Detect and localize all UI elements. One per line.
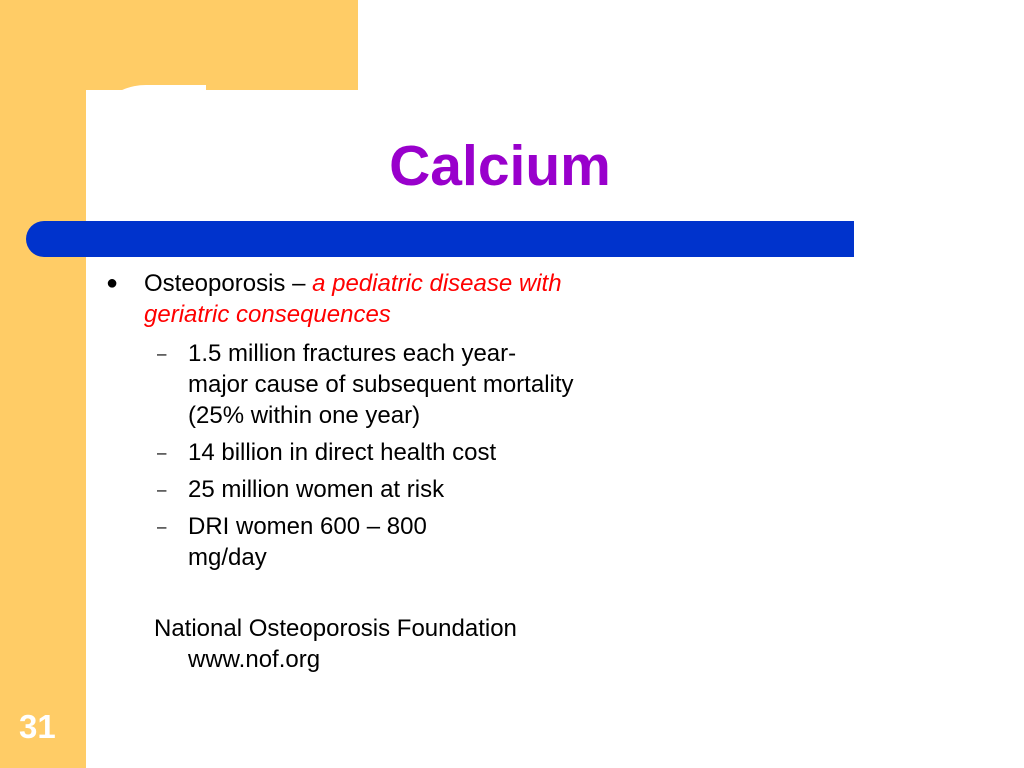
dash-icon: – bbox=[157, 517, 167, 536]
background-left-band bbox=[0, 0, 86, 768]
bullet-emphasis-text: a pediatric disease with geriatric consequences bbox=[144, 270, 562, 328]
sub-bullet-text: DRI women 600 – 800 mg/day bbox=[188, 513, 427, 571]
dash-icon: – bbox=[157, 480, 167, 499]
sub-bullet-text: 14 billion in direct health cost bbox=[188, 439, 497, 466]
sub-bullet-list bbox=[100, 338, 580, 573]
source-citation: National Osteoporosis Foundation www.nof.org bbox=[154, 615, 517, 673]
sub-bullet-item bbox=[100, 338, 580, 431]
bullet-lead-text: Osteoporosis – bbox=[144, 270, 313, 297]
sub-bullet-text: 25 million women at risk bbox=[188, 476, 445, 503]
dash-icon: – bbox=[157, 443, 167, 462]
sub-bullet-item bbox=[100, 474, 580, 505]
background-rounded-corner bbox=[86, 85, 206, 205]
sub-bullet-item bbox=[100, 437, 580, 468]
sub-bullet-item bbox=[100, 511, 580, 573]
dash-icon: – bbox=[157, 344, 167, 363]
title-divider-bar bbox=[26, 221, 854, 257]
bullet-item bbox=[100, 268, 580, 330]
slide-body bbox=[100, 268, 580, 699]
sub-bullet-text: 1.5 million fractures each year- major cause of subsequent mortality (25% within one year) bbox=[188, 340, 574, 429]
bullet-dot-icon: ● bbox=[106, 272, 119, 294]
slide-title: Calcium bbox=[389, 134, 611, 198]
slide-number: 31 bbox=[19, 708, 56, 745]
